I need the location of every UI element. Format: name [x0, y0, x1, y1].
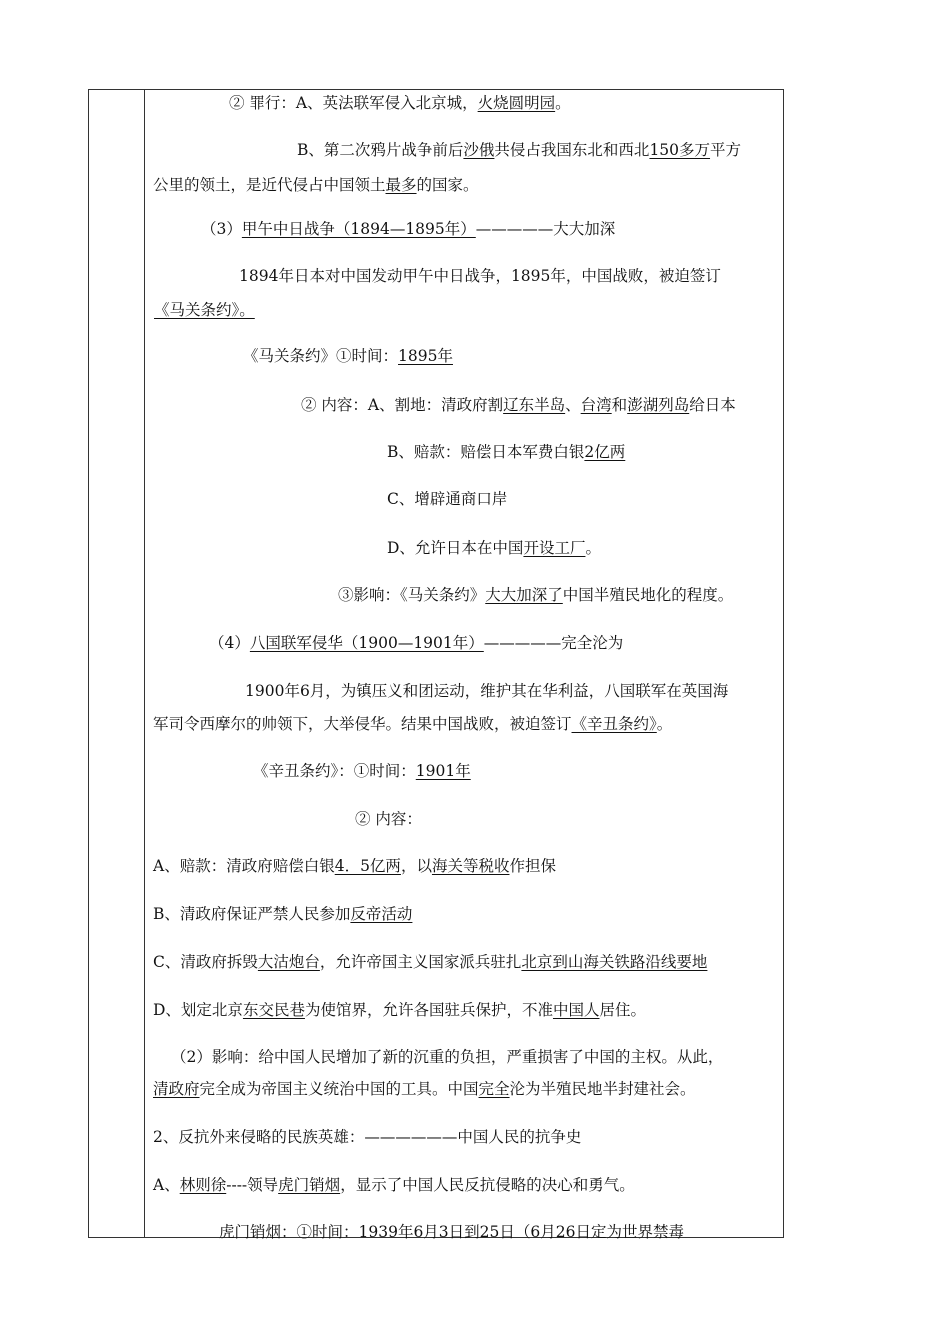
underlined-text: 完全 — [478, 1080, 510, 1098]
text-line — [387, 538, 601, 558]
line-text: 公里的领土，是近代侵占中国领土 — [153, 176, 386, 194]
text-line — [301, 395, 736, 415]
line-text: C、清政府拆毁 — [153, 953, 258, 971]
text-line — [297, 140, 741, 160]
line-text: 军司令西摩尔的帅领下，大举侵华。结果中国战败，被迫签订 — [153, 715, 572, 733]
text-line — [153, 1127, 581, 1147]
underlined-text: 中国人 — [552, 1001, 600, 1019]
text-line — [253, 761, 471, 781]
line-text: A、 — [153, 1176, 180, 1194]
line-text: ，显示了中国人民反抗侵略的决心和勇气。 — [340, 1176, 635, 1194]
line-text: 。 — [555, 94, 571, 112]
line-text: —————完全沦为 — [483, 634, 624, 652]
underlined-text: 海关等税收 — [431, 857, 510, 875]
text-line — [171, 1047, 723, 1067]
line-text: 1900年6月，为镇压义和团运动，维护其在华利益，八国联军在英国海 — [245, 682, 729, 700]
line-text: 的国家。 — [416, 176, 479, 194]
text-line — [153, 1175, 635, 1195]
line-text: 居住。 — [599, 1001, 646, 1019]
underlined-text: 最多 — [385, 176, 417, 194]
underlined-text: 2亿两 — [584, 443, 626, 461]
line-text: 2、反抗外来侵略的民族英雄：——————中国人民的抗争史 — [153, 1128, 582, 1146]
text-line — [154, 300, 255, 320]
underlined-text: 1901年 — [415, 762, 471, 780]
line-text: （2）影响：给中国人民增加了新的沉重的负担，严重损害了中国的主权。从此， — [171, 1048, 724, 1066]
line-text: 《马关条约》①时间： — [243, 347, 399, 365]
line-text: B、清政府保证严禁人民参加 — [153, 905, 351, 923]
text-line — [229, 93, 571, 113]
text-line — [153, 175, 479, 195]
line-text: B、第二次鸦片战争前后 — [297, 141, 464, 159]
line-text: D、划定北京 — [153, 1001, 243, 1019]
line-text: 和 — [611, 396, 628, 414]
underlined-text: 反帝活动 — [350, 905, 413, 923]
table-content-cell — [145, 89, 784, 1241]
underlined-text: 1895年 — [398, 347, 453, 365]
line-text: 。 — [656, 715, 673, 733]
line-text: ----领导 — [226, 1176, 279, 1194]
underlined-text: 台湾 — [580, 396, 612, 414]
underlined-text: 八国联军侵华（1900—1901年） — [249, 634, 484, 652]
line-text: 为使馆界，允许各国驻兵保护，不准 — [304, 1001, 553, 1019]
line-text: 完全成为帝国主义统治中国的工具。中国 — [199, 1080, 479, 1098]
text-line — [153, 714, 672, 734]
underlined-text: 《马关条约》。 — [154, 301, 255, 319]
text-line — [219, 1222, 684, 1242]
text-line — [387, 442, 625, 462]
line-text: C、增辟通商口岸 — [387, 490, 508, 508]
line-text: 1894年日本对中国发动甲午中日战争，1895年，中国战败，被迫签订 — [239, 267, 721, 285]
text-line — [355, 809, 422, 829]
line-text: ② 内容：A、割地：清政府割 — [301, 396, 504, 414]
line-text: 给日本 — [689, 396, 736, 414]
line-text: 《辛丑条约》：①时间： — [253, 762, 416, 780]
text-line — [153, 952, 707, 972]
text-line — [239, 266, 721, 286]
line-text: （3） — [201, 220, 242, 238]
underlined-text: 《辛丑条约》 — [571, 715, 657, 733]
text-line — [201, 219, 615, 239]
underlined-text: 东交民巷 — [242, 1001, 305, 1019]
line-text: D、允许日本在中国 — [387, 539, 524, 557]
line-text: 中国半殖民地化的程度。 — [562, 586, 734, 604]
underlined-text: 清政府 — [153, 1080, 200, 1098]
line-text: ③影响：《马关条约》 — [338, 586, 486, 604]
table-left-column — [88, 89, 145, 1238]
line-text: 。 — [585, 539, 601, 557]
line-text: 平方 — [710, 141, 742, 159]
underlined-text: 大大加深了 — [485, 586, 563, 604]
underlined-text: 火烧圆明园 — [477, 94, 556, 112]
line-text: ，允许帝国主义国家派兵驻扎 — [319, 953, 522, 971]
underlined-text: 开设工厂 — [523, 539, 586, 557]
underlined-text: 辽东半岛 — [503, 396, 566, 414]
text-line — [338, 585, 733, 605]
underlined-text: 澎湖列岛 — [627, 396, 690, 414]
underlined-text: 北京到山海关铁路沿线要地 — [521, 953, 708, 971]
underlined-text: 甲午中日战争（1894—1895年） — [241, 220, 476, 238]
line-text: （4） — [209, 634, 250, 652]
line-text: ② 内容： — [355, 810, 422, 828]
text-line — [153, 1079, 696, 1099]
text-line — [153, 904, 412, 924]
line-text: A、赔款：清政府赔偿白银 — [153, 857, 335, 875]
line-text: —————大大加深 — [475, 220, 616, 238]
underlined-text: 沙俄 — [463, 141, 495, 159]
line-text: 共侵占我国东北和西北 — [494, 141, 650, 159]
text-line — [243, 346, 453, 366]
line-text: 虎门销烟：①时间：1939年6月3日到25日（6月26日定为世界禁毒 — [219, 1223, 684, 1241]
underlined-text: 林则徐 — [179, 1176, 227, 1194]
text-line — [153, 856, 556, 876]
line-text: ，以 — [400, 857, 432, 875]
underlined-text: 大沽炮台 — [257, 953, 320, 971]
underlined-text: 150多万 — [649, 141, 711, 159]
line-text: ② 罪行：A、英法联军侵入北京城， — [229, 94, 478, 112]
line-text: 作担保 — [509, 857, 556, 875]
line-text: 、 — [565, 396, 581, 414]
line-text: B、赔款：赔偿日本军费白银 — [387, 443, 585, 461]
text-line — [245, 681, 728, 701]
underlined-text: 4．5亿两 — [334, 857, 401, 875]
text-line — [153, 1000, 646, 1020]
text-line — [387, 489, 507, 509]
line-text: 沦为半殖民地半封建社会。 — [509, 1080, 696, 1098]
underlined-text: 虎门销烟 — [278, 1176, 341, 1194]
text-line — [209, 633, 623, 653]
